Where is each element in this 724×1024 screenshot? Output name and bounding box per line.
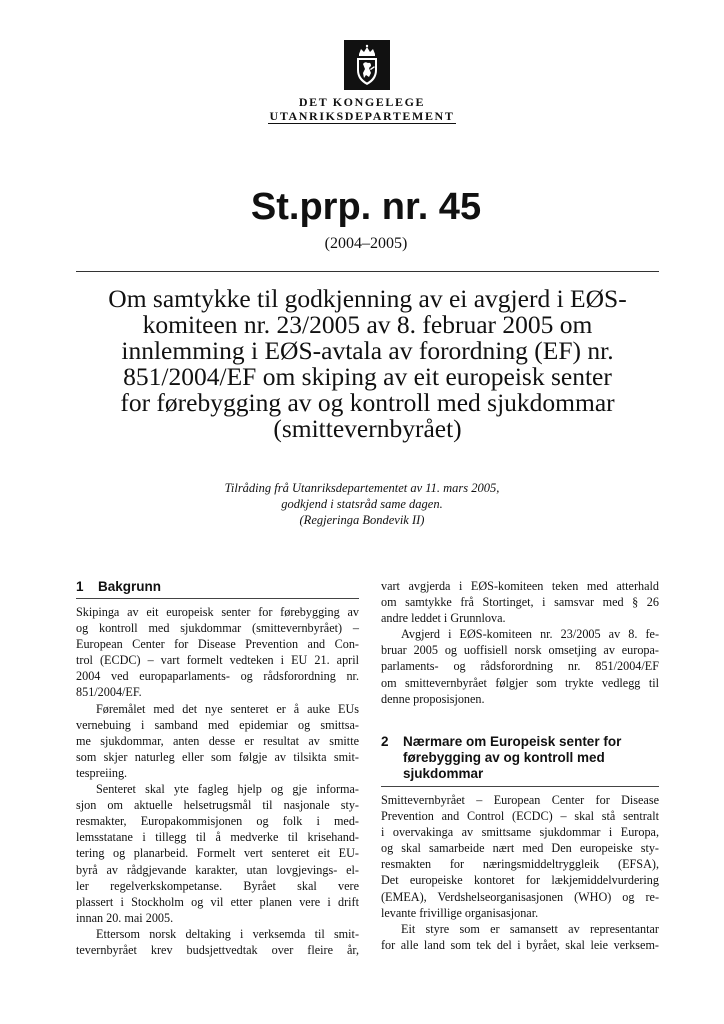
text-line: Eit styre som er samansett av representantar [401,921,659,936]
text-line: for alle land som tek del i byrået, skal leie verksem- [381,937,659,952]
section-number: 1 [76,579,84,594]
session-period: (2004–2005) [324,235,408,252]
text-line: 851/2004/EF. [76,685,142,700]
text-line: resmakter, Europakommisjonen og folk i med- [76,814,359,829]
text-line: tevernbyrået krev budsjettvedtak over fleire år, [76,942,359,957]
section-2-body [381,792,659,953]
text-line: lemsstatane i tillegg til å medverke til krisehand- [76,830,359,845]
section-1-rule [76,598,359,599]
text-line: Det europeiske kontoret for lækjemiddelvurdering [381,873,659,888]
text-line: me sjukdommar, anten desse er resultat av smitte [76,733,359,748]
document-title: St.prp. nr. 45 [250,186,482,228]
text-line: ler regelverkskompetanse. Byrået skal vere [76,878,359,893]
text-line: sjon om aktuelle helsetrugsmål til nasjonale sty- [76,798,359,813]
coat-of-arms-icon [344,40,390,90]
text-line: Ettersom norsk deltaking i verksemda til smit- [96,926,359,941]
text-line: Føremålet med det nye senteret er å auke EUs [96,701,359,716]
section-title-line: sjukdommar [403,766,484,781]
text-line: European Center for Disease Prevention and Con- [76,637,359,652]
text-line: trol (ECDC) – vart formelt vedteken i EU 21. april [76,653,359,668]
department-name-line1: DET KONGELEGE [298,95,426,109]
recommendation-line: godkjend i statsråd same dagen. [281,497,443,511]
text-line: om samtykke frå Stortinget, i samsvar med § 26 [381,595,659,610]
text-line: andre leddet i Grunnlova. [381,611,506,626]
section-2-heading [381,734,659,782]
department-name-line2: UTANRIKSDEPARTEMENT [269,109,455,123]
subject-line: for førebygging av og kontroll med sjukdommar [120,388,615,417]
subject-line: Om samtykke til godkjenning av ei avgjerd i EØS- [108,284,627,313]
text-line: i overvakinga av smittsame sjukdommar i Europa, [381,825,659,840]
text-line: tering og planarbeid. Formelt vert senteret eit EU- [76,846,359,861]
text-line: (EMEA), Verdshelseorganisasjonen (WHO) og re- [381,889,659,904]
section-1-heading [76,579,359,595]
section-title: Bakgrunn [98,579,162,594]
text-line: vernebuing i samband med epidemiar og smittsa- [76,717,359,732]
continued-text [381,578,659,707]
section-number: 2 [381,734,389,749]
section-title-line: Nærmare om Europeisk senter for [403,734,622,749]
text-line: tespreiing. [76,765,128,780]
text-line: vart avgjerda i EØS-komiteen teken med atterhald [381,579,659,593]
government-name: (Regjeringa Bondevik II) [299,513,425,527]
text-line: Avgjerd i EØS-komiteen nr. 23/2005 av 8. fe- [401,627,659,642]
text-line: om smittevernbyrået følgjer som trykte vedlegg til [381,675,659,690]
text-line: som skjer naturleg eller som følgje av tilsikta smit- [76,749,359,764]
text-line: denne proposisjonen. [381,691,485,706]
text-line: bruar 2005 og uoffisiell norsk omsetjing av europa- [381,643,659,658]
subject-line: innlemming i EØS-avtala av forordning (EF) nr. [121,336,614,365]
department-rule [268,123,456,124]
text-line: Skipinga av eit europeisk senter for førebygging av [76,605,359,619]
proposition-subject [76,286,659,442]
text-line: parlaments- og rådsforordning nr. 851/2004/EF [381,659,659,674]
subject-line: 851/2004/EF om skiping av eit europeisk senter [123,362,612,391]
section-1-body [76,604,359,958]
title-divider [76,271,659,272]
section-2-rule [381,786,659,787]
text-line: byrå av rådgjevande karakter, utan lovgjevings- el- [76,862,359,877]
text-line: levante frivillige organisasjonar. [381,905,539,920]
text-line: 2004 ved europaparlaments- og rådsforordning nr. [76,669,359,684]
text-line: plassert i Stockholm og vil etter planen vere i drift [76,894,359,909]
text-line: og skal samarbeide nært med Den europeiske sty- [381,841,659,856]
text-line: Smittevernbyrået – European Center for Disease [381,793,659,807]
subject-line: komiteen nr. 23/2005 av 8. februar 2005 om [142,310,593,339]
text-line: Prevention and Control (ECDC) – skal stå sentralt [381,809,659,824]
recommendation-line: Tilråding frå Utanriksdepartementet av 11. mars 2005, [224,481,500,495]
section-title-line: førebygging av og kontroll med [403,750,605,765]
text-line: og kontroll med sjukdommar (smittevernbyrået) – [76,621,359,636]
text-line: resmakten for næringsmiddeltryggleik (EFSA), [381,857,659,872]
royal-logo [344,40,390,90]
text-line: innan 20. mai 2005. [76,910,174,925]
subject-line: (smittevernbyrået) [273,414,462,443]
text-line: Senteret skal yte fagleg hjelp og gje informa- [96,782,359,797]
